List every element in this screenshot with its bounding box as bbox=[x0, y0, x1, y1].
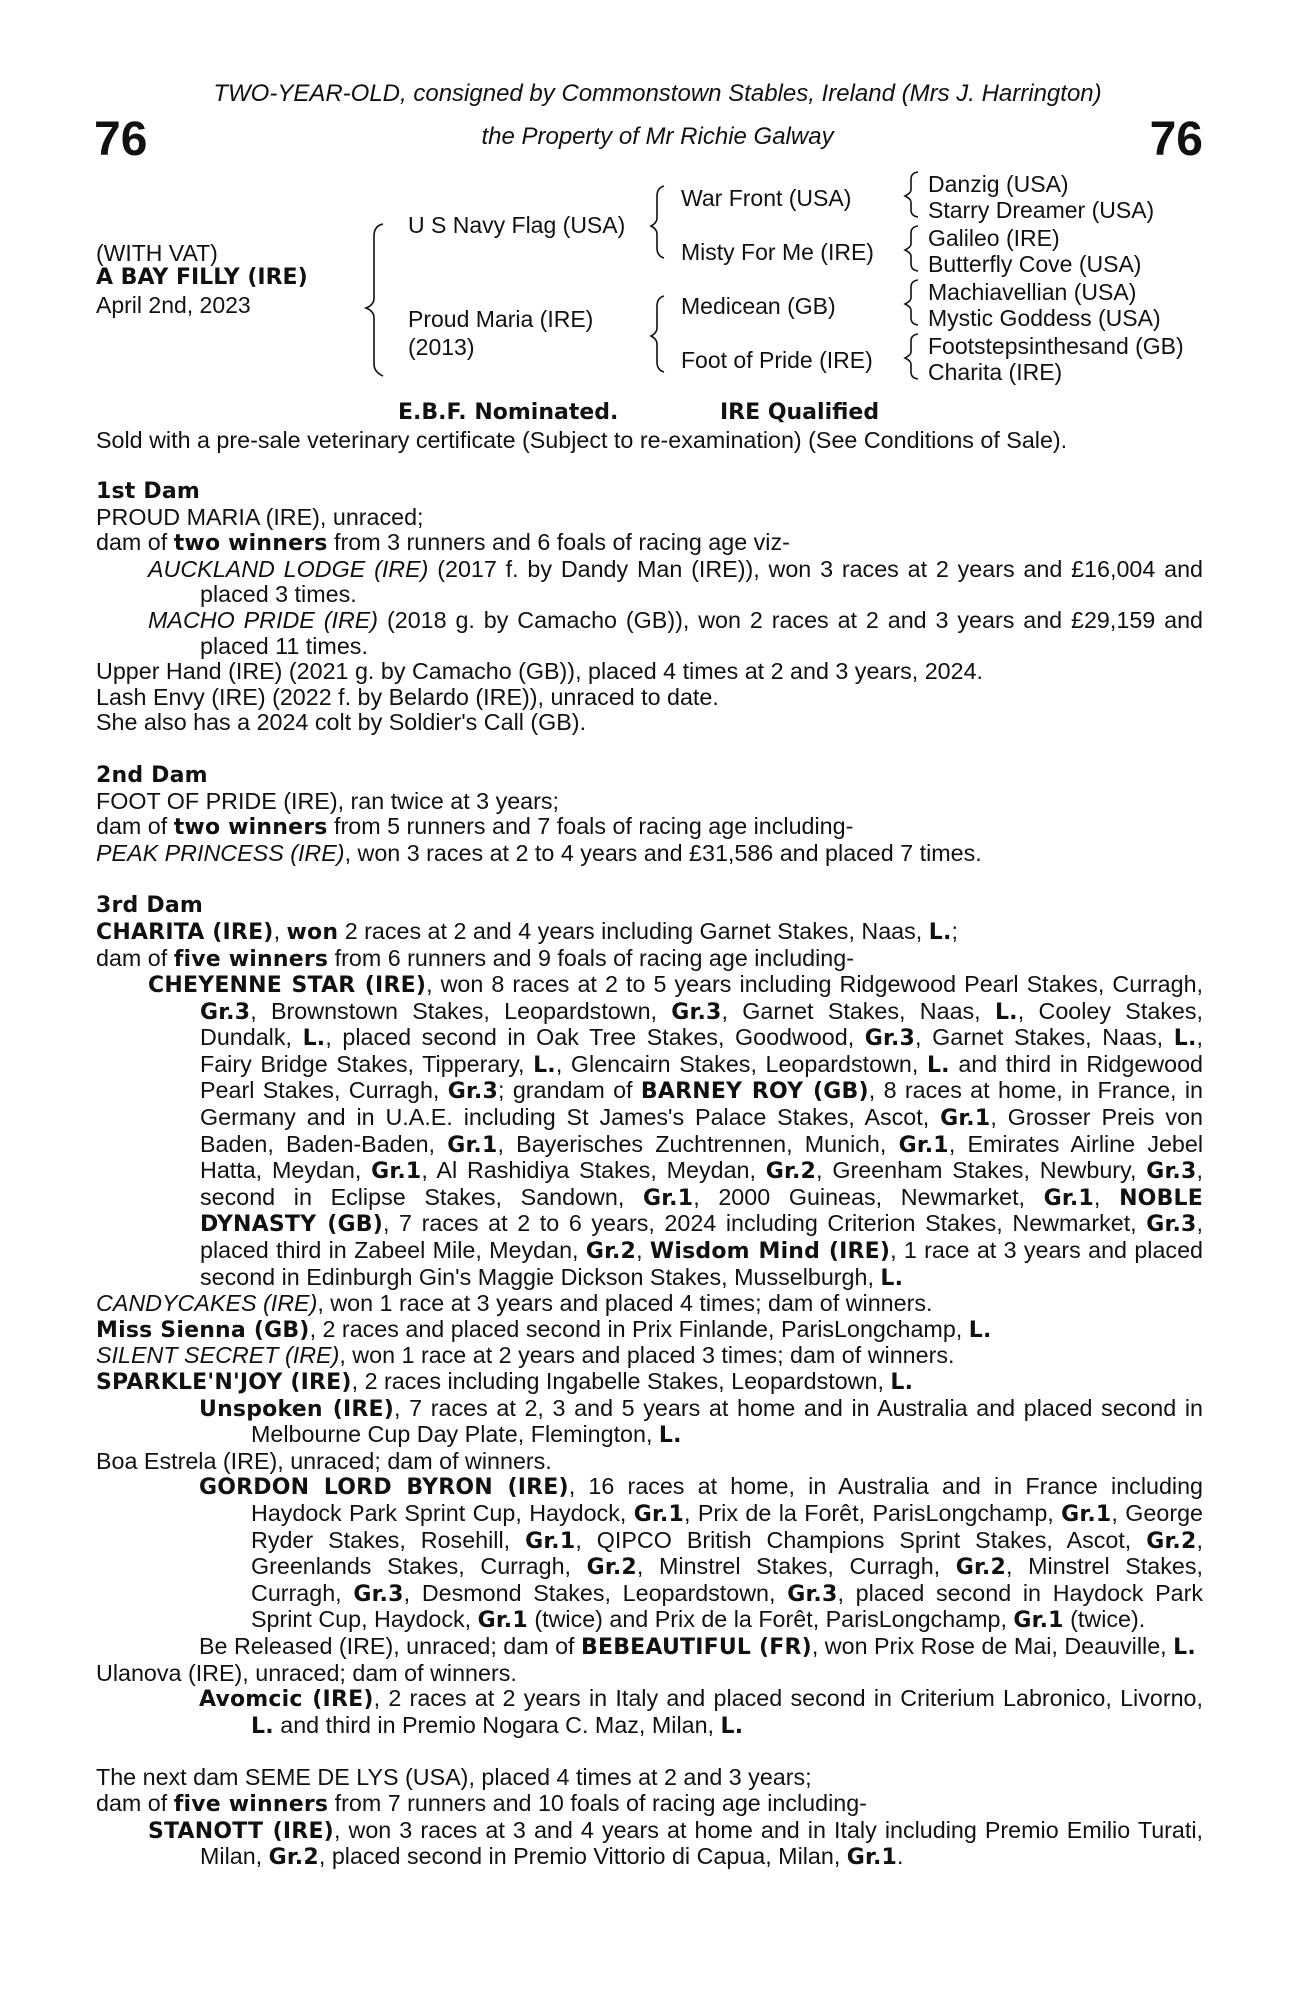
next-dam-record: dam of five winners from 7 runners and 10 foals of racing age including- bbox=[96, 1789, 867, 1817]
third-dam-record: dam of five winners from 6 runners and 9 foals of racing age including- bbox=[96, 944, 854, 972]
first-dam-record: dam of two winners from 3 runners and 6 foals of racing age viz- bbox=[96, 529, 790, 557]
third-dam-heading: 3rd Dam bbox=[96, 893, 203, 919]
progeny-boa-estrela: Boa Estrela (IRE), unraced; dam of winners. bbox=[96, 1447, 552, 1474]
g8-name: Charita (IRE) bbox=[928, 359, 1063, 385]
progeny-upper-hand: Upper Hand (IRE) (2021 g. by Camacho (GB)), placed 4 times at 2 and 3 years, 2024. bbox=[96, 658, 984, 685]
progeny-avomcic: Avomcic (IRE), 2 races at 2 years in Italy and placed second in Criterium Labronico, Livorno, L. and third in Premio Nogara C. Maz, Milan, L. bbox=[199, 1685, 1203, 1739]
bracket-g1 bbox=[905, 172, 918, 217]
g3-name: Galileo (IRE) bbox=[928, 225, 1060, 251]
ebf-nominated: E.B.F. Nominated. bbox=[398, 400, 619, 425]
lot-number-right: 76 bbox=[1149, 113, 1203, 166]
progeny-sparkle-n-joy: SPARKLE'N'JOY (IRE), 2 races including Ingabelle Stakes, Leopardstown, L. bbox=[96, 1368, 914, 1395]
progeny-silent-secret: SILENT SECRET (IRE), won 1 race at 2 years and placed 3 times; dam of winners. bbox=[96, 1342, 955, 1369]
dam-dam: Foot of Pride (IRE) bbox=[681, 347, 873, 373]
g1-name: Danzig (USA) bbox=[928, 171, 1069, 197]
sire-name: U S Navy Flag (USA) bbox=[408, 212, 626, 238]
second-dam-heading: 2nd Dam bbox=[96, 762, 208, 788]
bracket-g2 bbox=[905, 226, 918, 271]
dam-name: Proud Maria (IRE) bbox=[408, 306, 594, 332]
progeny-be-released: Be Released (IRE), unraced; dam of BEBEAUTIFUL (FR), won Prix Rose de Mai, Deauville, L. bbox=[199, 1632, 1196, 1660]
lot-number-left: 76 bbox=[94, 113, 148, 166]
bracket-g3 bbox=[905, 280, 918, 325]
third-dam-line: CHARITA (IRE), won 2 races at 2 and 4 years including Garnet Stakes, Naas, L.; bbox=[96, 917, 958, 945]
g4-name: Butterfly Cove (USA) bbox=[928, 251, 1142, 277]
progeny-candycakes: CANDYCAKES (IRE), won 1 race at 3 years and placed 4 times; dam of winners. bbox=[96, 1290, 933, 1317]
progeny-macho-pride: MACHO PRIDE (IRE) (2018 g. by Camacho (GB)), won 2 races at 2 and 3 years and £29,159 and placed 11 times. bbox=[148, 606, 1203, 659]
progeny-auckland-lodge: AUCKLAND LODGE (IRE) (2017 f. by Dandy Man (IRE)), won 3 races at 2 years and £16,004 and placed 3 times. bbox=[148, 555, 1204, 608]
progeny-miss-sienna: Miss Sienna (GB), 2 races and placed second in Prix Finlande, ParisLongchamp, L. bbox=[96, 1315, 992, 1343]
first-dam-line: PROUD MARIA (IRE), unraced; bbox=[96, 503, 424, 530]
sire-sire: War Front (USA) bbox=[681, 185, 852, 211]
progeny-unspoken: Unspoken (IRE), 7 races at 2, 3 and 5 years at home and in Australia and placed second in Melbourne Cup Day Plate, Flemington, L. bbox=[199, 1394, 1203, 1449]
pedigree-notes bbox=[96, 478, 1203, 1871]
g5-name: Machiavellian (USA) bbox=[928, 279, 1137, 305]
progeny-lash-envy: Lash Envy (IRE) (2022 f. by Belardo (IRE)), unraced to date. bbox=[96, 683, 719, 710]
pedigree-table bbox=[0, 0, 1315, 400]
dam-sire: Medicean (GB) bbox=[681, 293, 836, 319]
foaling-date: April 2nd, 2023 bbox=[96, 292, 251, 318]
g2-name: Starry Dreamer (USA) bbox=[928, 197, 1155, 223]
g6-name: Mystic Goddess (USA) bbox=[928, 305, 1161, 331]
second-dam-line: FOOT OF PRIDE (IRE), ran twice at 3 years; bbox=[96, 787, 560, 814]
progeny-cheyenne-star: CHEYENNE STAR (IRE), won 8 races at 2 to 5 years including Ridgewood Pearl Stakes, Curragh, Gr.3, Brownstown Stakes, Leopardstown, Gr.3, Garnet Stakes, Naas, L., Cooley Stakes, Dundalk, L., placed second in Oak Tree Stakes, Goodwood, Gr.3, Garnet Stakes, Naas, L., Fairy Bridge Stakes, Tipperary, L., Glencairn Stakes, Leopardstown, L. and third in Ridgewood Pearl Stakes, Curragh, Gr.3; grandam of BARNEY ROY (GB), 8 races at home, in France, in Germany and in U.A.E. including St James's Palace Stakes, Ascot, Gr.1, Grosser Preis von Baden, Baden-Baden, Gr.1, Bayerisches Zuchtrennen, Munich, Gr.1, Emirates Airline Jebel Hatta, Meydan, Gr.1, Al Rashidiya Stakes, Meydan, Gr.2, Greenham Stakes, Newbury, Gr.3, second in Eclipse Stakes, Sandown, Gr.1, 2000 Guineas, Newmarket, Gr.1, NOBLE DYNASTY (GB), 7 races at 2 to 6 years, 2024 including Criterion Stakes, Newmarket, Gr.3, placed third in Zabeel Mile, Meydan, Gr.2, Wisdom Mind (IRE), 1 race at 3 years and placed second in Edinburgh Gin's Maggie Dickson Stakes, Musselburgh, L. bbox=[148, 971, 1204, 1291]
progeny-peak-princess: PEAK PRINCESS (IRE), won 3 races at 2 to 4 years and £31,586 and placed 7 times. bbox=[96, 839, 982, 866]
g7-name: Footstepsinthesand (GB) bbox=[928, 333, 1184, 359]
property-line: the Property of Mr Richie Galway bbox=[481, 123, 834, 150]
bracket-sire bbox=[651, 186, 664, 258]
horse-name: A BAY FILLY (IRE) bbox=[96, 265, 308, 290]
second-dam-record: dam of two winners from 5 runners and 7 foals of racing age including- bbox=[96, 813, 854, 841]
dam-year: (2013) bbox=[408, 334, 475, 360]
next-dam-line: The next dam SEME DE LYS (USA), placed 4 times at 2 and 3 years; bbox=[96, 1764, 812, 1791]
bracket-g4 bbox=[905, 334, 918, 379]
bracket-main bbox=[366, 224, 383, 376]
ire-qualified: IRE Qualified bbox=[720, 400, 880, 425]
first-dam-heading: 1st Dam bbox=[96, 479, 201, 504]
vat-note: (WITH VAT) bbox=[96, 240, 218, 266]
sire-dam: Misty For Me (IRE) bbox=[681, 239, 874, 265]
vet-certificate-note: Sold with a pre-sale veterinary certificate (Subject to re-examination) (See Conditions of Sale). bbox=[96, 427, 1068, 453]
bracket-dam bbox=[651, 296, 664, 372]
first-dam-colt-note: She also has a 2024 colt by Soldier's Call (GB). bbox=[96, 709, 587, 736]
progeny-ulanova: Ulanova (IRE), unraced; dam of winners. bbox=[96, 1659, 517, 1686]
consignor-line: TWO-YEAR-OLD, consigned by Commonstown Stables, Ireland (Mrs J. Harrington) bbox=[213, 80, 1102, 107]
progeny-gordon-lord-byron: GORDON LORD BYRON (IRE), 16 races at home, in Australia and in France including Haydock Park Sprint Cup, Haydock, Gr.1, Prix de la Forêt, ParisLongchamp, Gr.1, George Ryder Stakes, Rosehill, Gr.1, QIPCO British Champions Sprint Stakes, Ascot, Gr.2, Greenlands Stakes, Curragh, Gr.2, Minstrel Stakes, Curragh, Gr.2, Minstrel Stakes, Curragh, Gr.3, Desmond Stakes, Leopardstown, Gr.3, placed second in Haydock Park Sprint Cup, Haydock, Gr.1 (twice) and Prix de la Forêt, ParisLongchamp, Gr.1 (twice). bbox=[199, 1473, 1204, 1634]
progeny-stanott: STANOTT (IRE), won 3 races at 3 and 4 years at home and in Italy including Premio Emilio Turati, Milan, Gr.2, placed second in Premio Vittorio di Capua, Milan, Gr.1. bbox=[148, 1816, 1203, 1871]
